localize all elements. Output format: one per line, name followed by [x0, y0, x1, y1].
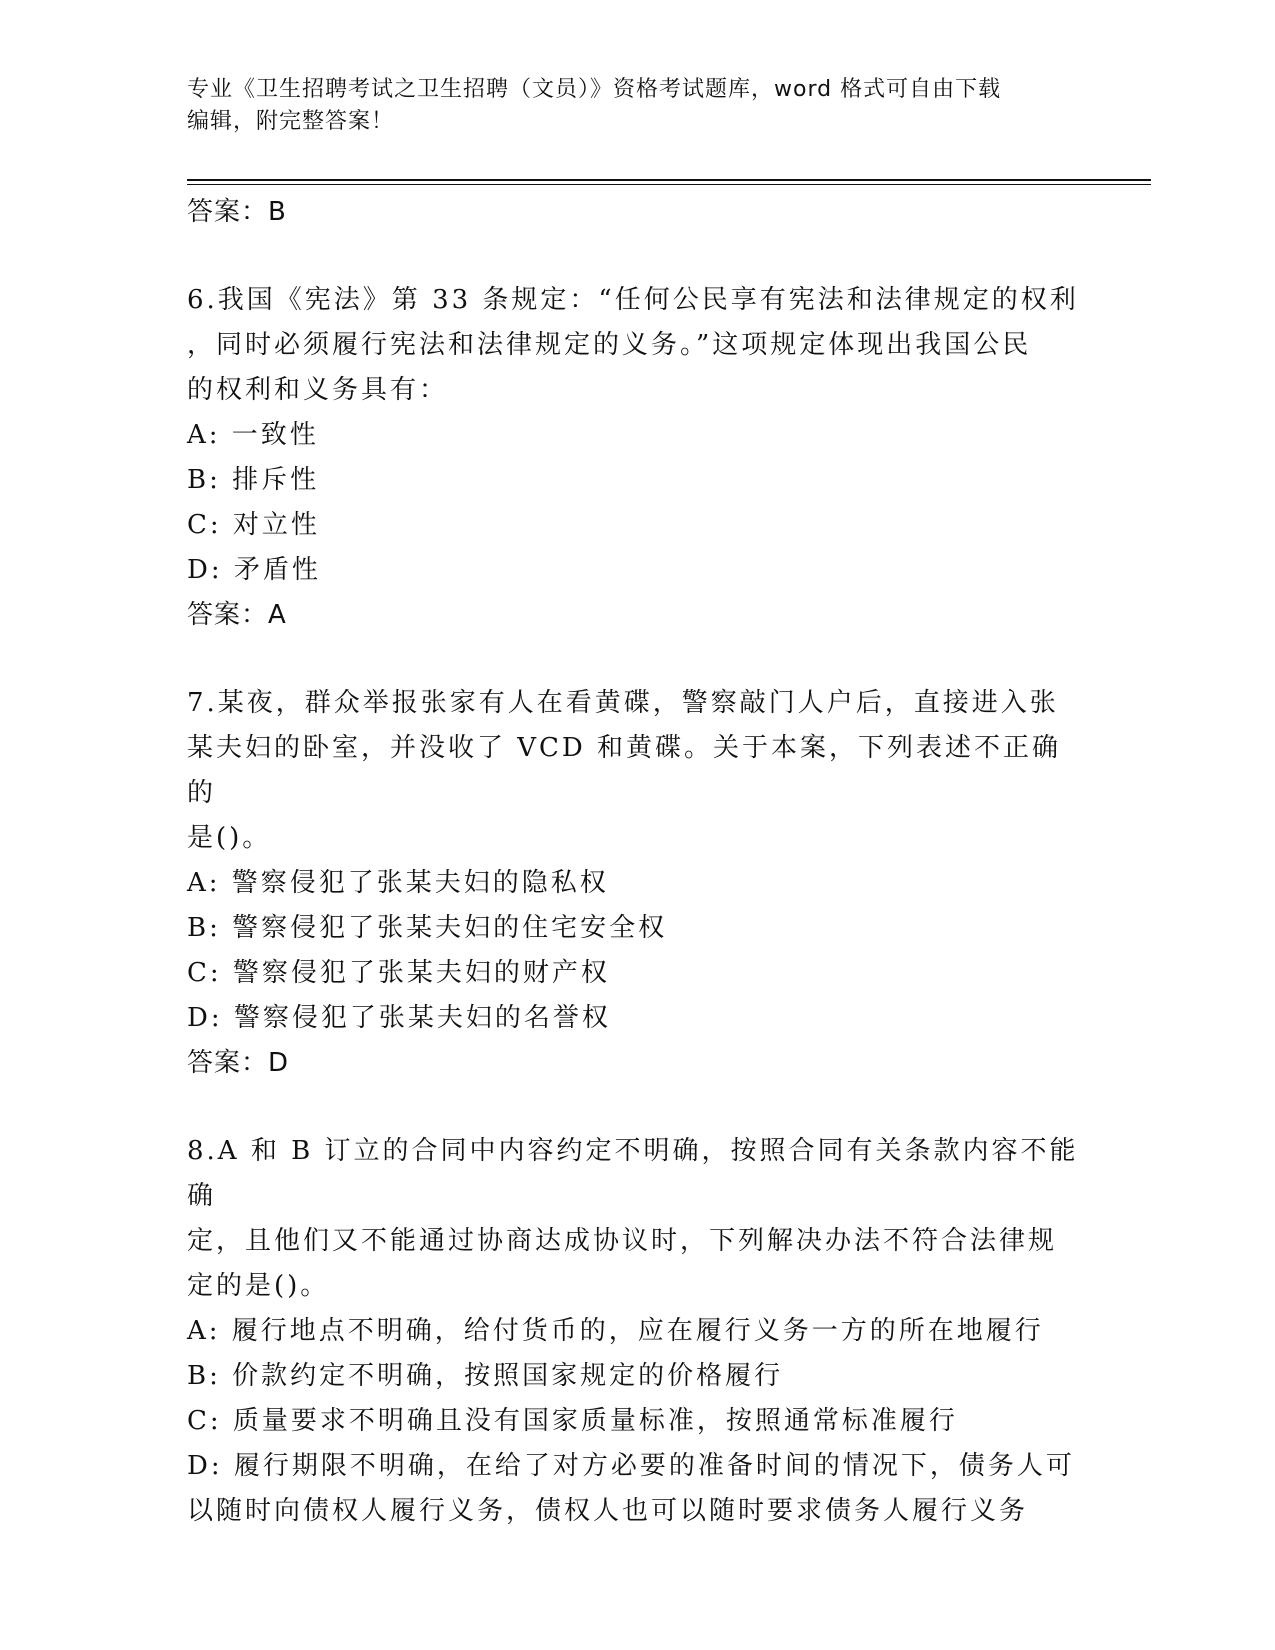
option-b: B: 警察侵犯了张某夫妇的住宅安全权	[187, 913, 668, 943]
option-d: D: 矛盾性	[187, 555, 321, 585]
question-stem: 6.我国《宪法》第 33 条规定：“任何公民享有宪法和法律规定的权利 ，同时必须履行宪法和法律规定的义务。”这项规定体现出我国公民 的权利和义务具有：	[187, 285, 1079, 405]
header-line-1: 专业《卫生招聘考试之卫生招聘（文员）》资格考试题库，word 格式可自由下载	[187, 77, 1002, 102]
answer: 答案：A	[187, 600, 287, 630]
header-line-2: 编辑，附完整答案！	[187, 109, 395, 134]
option-a: A: 一致性	[187, 420, 319, 450]
option-a: A: 履行地点不明确，给付货币的，应在履行义务一方的所在地履行	[187, 1316, 1044, 1346]
answer-previous: 答案：B	[187, 197, 287, 227]
page-header	[187, 74, 1087, 138]
document-body	[187, 185, 1087, 1534]
option-d: D: 履行期限不明确，在给了对方必要的准备时间的情况下，债务人可 以随时向债权人履行义务，债权人也可以随时要求债务人履行义务	[187, 1451, 1075, 1526]
question-6	[187, 278, 1087, 638]
option-c: C: 警察侵犯了张某夫妇的财产权	[187, 958, 610, 988]
question-8	[187, 1129, 1087, 1534]
header-divider-thick	[187, 179, 1151, 181]
option-c: C: 对立性	[187, 510, 320, 540]
option-d: D: 警察侵犯了张某夫妇的名誉权	[187, 1003, 611, 1033]
option-b: B: 排斥性	[187, 465, 320, 495]
option-c: C: 质量要求不明确且没有国家质量标准，按照通常标准履行	[187, 1406, 958, 1436]
question-stem: 8.A 和 B 订立的合同中内容约定不明确，按照合同有关条款内容不能确 定，且他们又不能通过协商达成协议时，下列解决办法不符合法律规 定的是()。	[187, 1136, 1079, 1301]
option-a: A: 警察侵犯了张某夫妇的隐私权	[187, 868, 609, 898]
answer: 答案：D	[187, 1048, 290, 1078]
question-7	[187, 681, 1087, 1086]
question-stem: 7.某夜，群众举报张家有人在看黄碟，警察敲门人户后，直接进入张 某夫妇的卧室，并没收了 VCD 和黄碟。关于本案，下列表述不正确的 是()。	[187, 688, 1062, 853]
option-b: B: 价款约定不明确，按照国家规定的价格履行	[187, 1361, 784, 1391]
